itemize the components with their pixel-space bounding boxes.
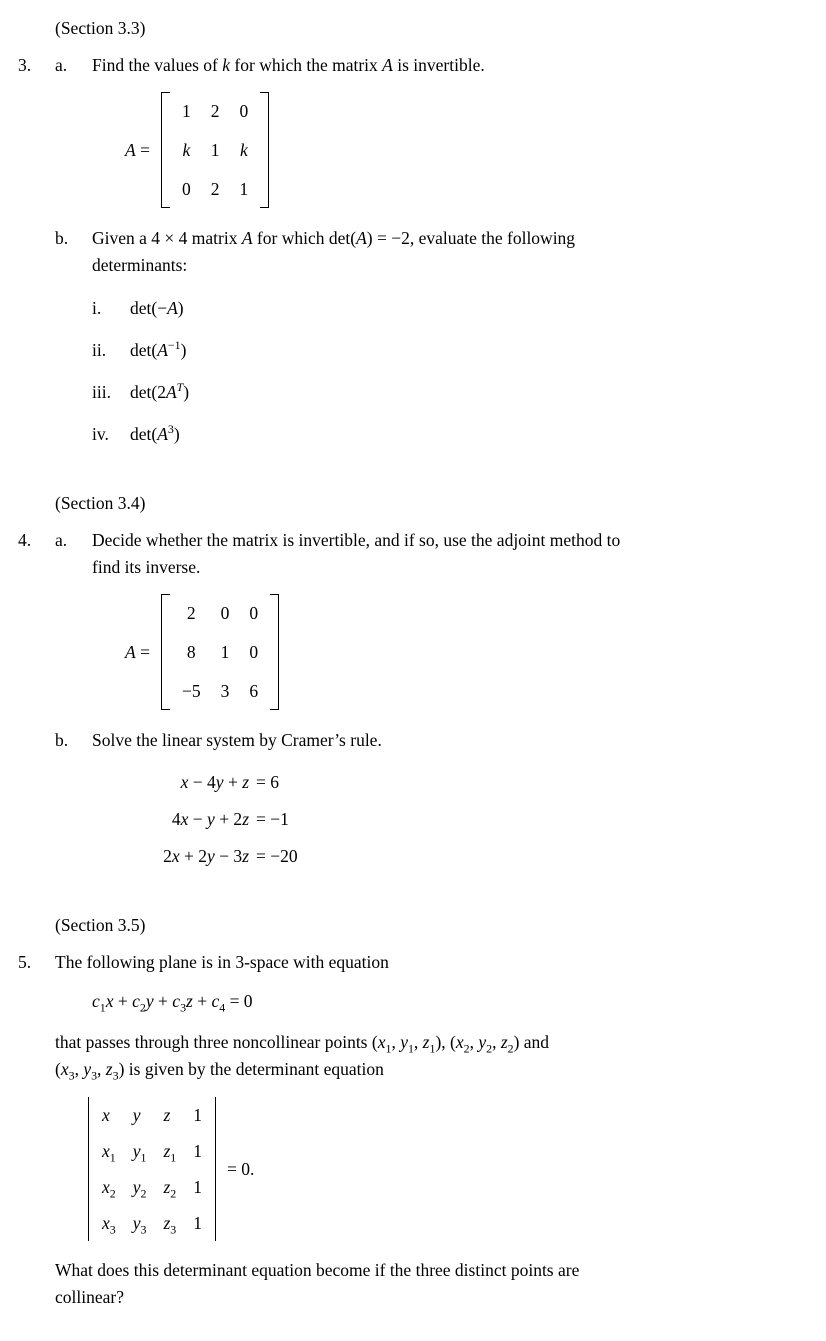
equation-rhs: = −20: [256, 846, 298, 866]
matrix-cell: 2: [210, 179, 220, 199]
question-3-part-a: [55, 52, 798, 225]
plane-equation: $c_1x + c_2y + c_3z + c_4 = 0$: [92, 991, 253, 1015]
matrix-cell: 8: [186, 642, 196, 662]
matrix-cell: 0: [249, 603, 259, 623]
part-a-body: [92, 52, 798, 225]
matrix-cell: 1: [193, 1213, 202, 1233]
determinant-rhs: = 0.: [226, 1158, 255, 1179]
matrix-cell: $x_1$: [102, 1141, 116, 1165]
question-3-number: 3.: [18, 55, 32, 75]
question-3-body: [55, 52, 798, 464]
question-4-number: 4.: [18, 530, 32, 550]
determinant-matrix: [88, 1097, 216, 1241]
matrix-cell: $x_2$: [102, 1177, 116, 1201]
equation-lhs: x − 4y + z: [180, 772, 249, 792]
q5-outro-line2: collinear?: [55, 1287, 124, 1307]
question-4-part-b: [55, 727, 798, 886]
matrix-cell: $z_2$: [163, 1177, 177, 1201]
part-a-label: a.: [55, 530, 68, 550]
matrix-cell: k: [182, 140, 191, 160]
matrix-cell: −5: [181, 681, 201, 701]
matrix-cell: 0: [220, 603, 230, 623]
matrix-a-q3: [161, 92, 269, 208]
q3-matrix-definition: [125, 92, 798, 208]
matrix-a-q3-cells: [170, 92, 260, 208]
matrix-cell: k: [239, 140, 248, 160]
equation-3: [125, 843, 798, 870]
q3a-prompt: Find the values of k for which the matrix A is invertible.: [92, 55, 485, 75]
equation-rhs: = −1: [256, 809, 289, 829]
q3b-item-list: [92, 296, 798, 446]
left-bracket: [161, 594, 170, 710]
section-3-5-header: (Section 3.5): [55, 915, 146, 935]
equation-2: [125, 806, 798, 833]
right-bracket: [260, 92, 269, 208]
matrix-cell: 1: [193, 1105, 202, 1125]
q5-outro-line1: What does this determinant equation become if the three distinct points are: [55, 1260, 580, 1280]
matrix-cell: x: [102, 1105, 110, 1125]
determinant-item-i: [92, 296, 798, 320]
item-expression: $\det(A^{-1})$: [130, 338, 187, 360]
item-number: iii.: [92, 382, 111, 402]
determinant-equation: [88, 1097, 798, 1241]
matrix-cell: 3: [220, 681, 230, 701]
question-4: [18, 527, 798, 886]
item-expression: det(−A): [130, 298, 184, 318]
matrix-cell: $y_2$: [132, 1177, 147, 1201]
part-a-label: a.: [55, 55, 68, 75]
matrix-cell: 1: [210, 140, 220, 160]
item-number: i.: [92, 298, 102, 318]
q5-points-line1: that passes through three noncollinear points ($x_1$, $y_1$, $z_1$), ($x_2$, $y_2$, $z_2$) and: [55, 1032, 550, 1056]
matrix-cell: 0: [181, 179, 191, 199]
matrix-cell: $y_1$: [132, 1141, 147, 1165]
matrix-cell: 0: [239, 101, 249, 121]
item-number: ii.: [92, 340, 107, 360]
q4a-prompt-line1: Decide whether the matrix is invertible, and if so, use the adjoint method to: [92, 530, 621, 550]
item-expression: $\det(2A^T)$: [130, 380, 190, 402]
matrix-cell: 1: [193, 1141, 202, 1161]
matrix-a-q4-cells: [170, 594, 270, 710]
part-b-body: [92, 727, 798, 886]
q3b-prompt-line1: Given a 4 × 4 matrix A for which det(A) = −2, evaluate the following: [92, 228, 576, 248]
matrix-cell: 2: [186, 603, 196, 623]
item-expression: $\det(A^3)$: [130, 422, 180, 444]
matrix-a-q4: [161, 594, 279, 710]
q3b-prompt-line2: determinants:: [92, 255, 188, 275]
matrix-cell: 1: [181, 101, 191, 121]
matrix-cell: 1: [239, 179, 249, 199]
q4b-prompt: Solve the linear system by Cramer’s rule.: [92, 730, 382, 750]
matrix-cell: 0: [249, 642, 259, 662]
question-5: [18, 949, 798, 1311]
matrix-lhs: A =: [125, 641, 150, 662]
right-bracket: [270, 594, 279, 710]
question-3: [18, 52, 798, 464]
equation-lhs: 2x + 2y − 3z: [163, 846, 249, 866]
q5-intro: The following plane is in 3-space with equation: [55, 952, 389, 972]
matrix-cell: 6: [249, 681, 259, 701]
matrix-cell: $x_3$: [102, 1213, 116, 1237]
part-b-label: b.: [55, 228, 69, 248]
matrix-cell: y: [132, 1105, 141, 1125]
q4-matrix-definition: [125, 594, 798, 710]
item-number: iv.: [92, 424, 109, 444]
determinant-item-iii: [92, 380, 798, 404]
question-3-part-b: [55, 225, 798, 464]
question-5-body: [55, 949, 798, 1311]
determinant-item-ii: [92, 338, 798, 362]
q4a-prompt-line2: find its inverse.: [92, 557, 201, 577]
section-3-3-header: (Section 3.3): [55, 18, 146, 38]
question-4-body: [55, 527, 798, 886]
matrix-cell: 2: [210, 101, 220, 121]
equation-rhs: = 6: [256, 772, 279, 792]
matrix-cell: 1: [193, 1177, 202, 1197]
matrix-cell: $z_3$: [163, 1213, 177, 1237]
question-5-number: 5.: [18, 952, 32, 972]
matrix-cell: $z_1$: [163, 1141, 177, 1165]
part-b-body: [92, 225, 798, 464]
matrix-lhs: A =: [125, 139, 150, 160]
question-4-part-a: [55, 527, 798, 727]
determinant-item-iv: [92, 422, 798, 446]
equation-1: [125, 769, 798, 796]
part-a-body: [92, 527, 798, 727]
matrix-cell: 1: [220, 642, 230, 662]
matrix-cell: $y_3$: [132, 1213, 147, 1237]
section-3-4-header: (Section 3.4): [55, 493, 146, 513]
matrix-cell: z: [163, 1105, 171, 1125]
linear-system: [125, 769, 798, 870]
left-bracket: [161, 92, 170, 208]
q5-points-line2: ($x_3$, $y_3$, $z_3$) is given by the determinant equation: [55, 1059, 384, 1083]
part-b-label: b.: [55, 730, 69, 750]
equation-lhs: 4x − y + 2z: [171, 809, 249, 829]
